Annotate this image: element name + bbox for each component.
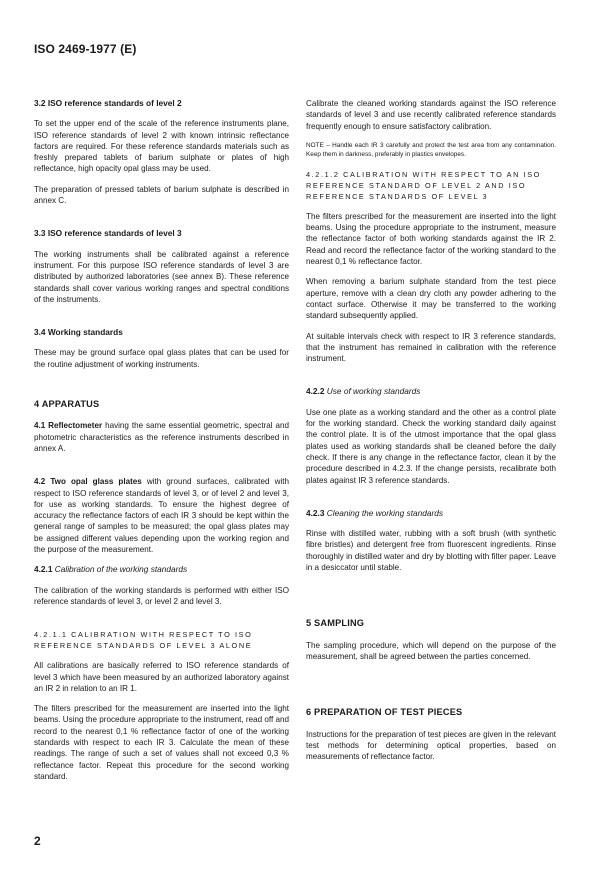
left-column <box>34 98 289 791</box>
section-4-2-3-title: Cleaning the working standards <box>326 507 443 518</box>
section-4-2-term: Two opal glass plates <box>50 477 142 487</box>
section-4-2-paragraph <box>34 476 289 555</box>
right-column <box>306 98 556 771</box>
section-4-2-1-2-paragraph-3: At suitable intervals check with respect to IR 3 reference standards, that the instrument has remained in calibration with the reference instrument. <box>306 331 556 364</box>
section-5-heading: 5 SAMPLING <box>306 618 365 629</box>
section-4-2-2-number: 4.2.2 <box>306 386 327 397</box>
section-3-2-paragraph-2: The preparation of pressed tablets of barium sulphate is described in annex C. <box>34 184 289 206</box>
section-3-3-heading: 3.3 ISO reference standards of level 3 <box>34 228 182 239</box>
section-4-1-paragraph <box>34 420 289 454</box>
section-4-2-1-2-paragraph-2: When removing a barium sulphate standard from the test piece aperture, remove with a clean dry cloth any powder adhering to the contact surface. Otherwise it may be transferred to the working standard subsequently applied. <box>306 277 556 321</box>
section-4-2-1-1-paragraph-1: All calibrations are basically referred to ISO reference standards of level 3 which have been measured by an authorized laboratory against an IR 2 in relation to an IR 1. <box>34 661 289 693</box>
section-3-3-paragraph: The working instruments shall be calibrated against a reference instrument. For this purpose ISO reference standards of level 3 are distributed by authorized laboratories (see annex B). These reference standards shall cover various working ranges and spectral conditions of the instruments. <box>34 249 289 304</box>
page-number: 2 <box>34 834 41 848</box>
section-4-2-3-paragraph: Rinse with distilled water, rubbing with a soft brush (with synthetic fibre bristles) and detergent free from fluorescent ingredients. Rinse thoroughly in distilled water and dry by blotting with filter paper. Leave in a desiccator until stable. <box>306 529 556 573</box>
calibrate-paragraph: Calibrate the cleaned working standards against the ISO reference standards of level 3 and use recently calibrated reference standards frequently enough to ensure satisfactory calibration. <box>306 99 556 131</box>
section-6-paragraph: Instructions for the preparation of test pieces are given in the relevant test methods for determining optical properties, based on measurements of reflectance factor. <box>306 729 556 762</box>
section-4-heading: 4 APPARATUS <box>34 399 100 410</box>
section-4-2-2-heading <box>306 386 556 397</box>
section-4-2-1-1-paragraph-2: The filters prescribed for the measurement are inserted into the light beams. Using the procedure appropriate to the instrument, read off and record to the nearest 0,1 % reflectance factor of one of the working standards with respect to each IR 3. Calculate the mean of these readings. The range of such a set of values shall not exceed 0,3 % reflectance factor. Repeat this procedure for the second working standard. <box>34 704 289 781</box>
section-4-2-3-heading <box>306 508 556 519</box>
section-4-2-3-number: 4.2.3 <box>306 507 327 518</box>
section-4-2-1-number: 4.2.1 <box>34 564 55 575</box>
section-4-1-text: having the same essential geometric, spectral and photometric characteristics as the reference instruments described in annex A. <box>34 421 289 453</box>
section-3-2-paragraph-1: To set the upper end of the scale of the reference instruments plane, ISO reference standards of level 2 with known intrinsic reflectance factors are required. For these reference standards materials such as freshly prepared tablets of barium sulphate or plates of high reflectance, high opacity opal glass may be used. <box>34 119 289 174</box>
section-4-2-1-paragraph: The calibration of the working standards is performed with either ISO reference standards of level 3, or level 2 and level 3. <box>34 585 289 606</box>
document-header: ISO 2469-1977 (E) <box>34 42 137 56</box>
section-4-2-1-2-paragraph-1: The filters prescribed for the measurement are inserted into the light beams. Using the procedure appropriate to the instrument, measure the reflectance factor of both working standards against the IR 2. Read and record the reflectance factor of the working standard to the nearest 0,1 % reflectance factor. <box>306 211 556 267</box>
section-4-2-2-title: Use of working standards <box>326 386 421 397</box>
section-3-2-heading: 3.2 ISO reference standards of level 2 <box>34 98 182 108</box>
section-4-2-number: 4.2 <box>34 477 51 487</box>
section-3-4-heading: 3.4 Working standards <box>34 327 123 338</box>
section-4-2-1-title: Calibration of the working standards <box>54 564 188 575</box>
section-4-1-number: 4.1 <box>34 421 49 431</box>
section-4-2-1-heading <box>34 564 289 575</box>
section-4-2-1-2-heading: 4.2.1.2 CALIBRATION WITH RESPECT TO AN ISO REFERENCE STANDARD OF LEVEL 2 AND ISO REFERENCE STANDARDS OF LEVEL 3 <box>306 169 541 201</box>
section-4-2-2-paragraph: Use one plate as a working standard and the other as a control plate for the working standard. Check the working standard daily against the control plate. It is of the utmost importance that the opal glass plates used as working standards shall be cleaned before the daily check. If there is any change in the reflectance factor, clean it by the procedure described in 4.2.3. If the change persists, recalibrate both plates against IR 3 reference standards. <box>306 407 556 485</box>
handling-note: NOTE – Handle each IR 3 carefully and protect the test area from any contamination. Keep them in darkness, preferably in plastics envelopes. <box>306 141 556 158</box>
section-4-2-text: with ground surfaces, calibrated with respect to ISO reference standards of level 3, or of level 2 and level 3, for use as working standards. To ensure the highest degree of accuracy the reflectance factors of each IR 3 should be kept within the general range of samples to be measured; the opal glass plates may be assigned different values depending upon the working region and the purpose of the measurement. <box>34 477 289 555</box>
section-3-4-paragraph: These may be ground surface opal glass plates that can be used for the routine adjustment of working instruments. <box>34 348 289 369</box>
section-4-2-1-1-heading: 4.2.1.1 CALIBRATION WITH RESPECT TO ISO REFERENCE STANDARDS OF LEVEL 3 ALONE <box>34 630 253 651</box>
section-6-heading: 6 PREPARATION OF TEST PIECES <box>306 707 463 718</box>
section-4-1-term: Reflectometer <box>48 421 103 431</box>
section-5-paragraph: The sampling procedure, which will depend on the purpose of the measurement, shall be agreed between the parties concerned. <box>306 640 556 661</box>
